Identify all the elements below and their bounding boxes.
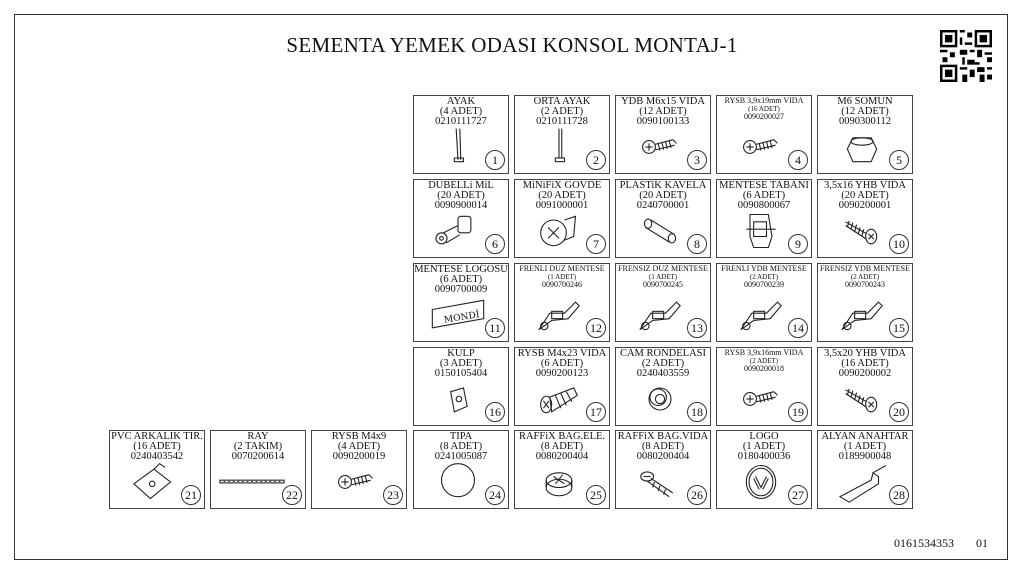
part-label xyxy=(616,97,710,127)
svg-text:MONDİ: MONDİ xyxy=(443,309,481,326)
part-quantity: (8 ADET) xyxy=(439,442,483,452)
part-name: RAFFiX BAG.ELE. xyxy=(518,432,606,442)
part-code: 0090300112 xyxy=(838,117,892,127)
hinge-icon xyxy=(529,293,589,337)
washer-icon xyxy=(630,377,690,421)
part-cell xyxy=(413,179,509,258)
part-number-badge: 4 xyxy=(788,150,808,170)
leg-icon xyxy=(428,125,488,169)
part-cell xyxy=(413,347,509,426)
part-number-badge: 7 xyxy=(586,234,606,254)
part-number-badge: 23 xyxy=(383,485,403,505)
part-quantity: (16 ADET) xyxy=(133,442,181,452)
part-label xyxy=(414,97,508,127)
part-cell xyxy=(514,430,610,509)
part-name: ALYAN ANAHTAR xyxy=(821,432,909,442)
part-name: 3,5x20 YHB VIDA xyxy=(824,349,906,359)
part-label xyxy=(414,181,508,211)
part-label xyxy=(414,265,508,295)
part-name: FRENLI DÜZ MENTESE xyxy=(519,265,605,273)
qr-code-icon xyxy=(940,30,992,82)
back-panel-clip-icon xyxy=(124,460,184,504)
part-quantity: (3 ADET) xyxy=(439,359,483,369)
part-number-badge: 6 xyxy=(485,234,505,254)
page-number: 01 xyxy=(976,536,988,550)
part-number-badge: 14 xyxy=(788,318,808,338)
part-cell xyxy=(514,263,610,342)
part-label xyxy=(414,349,508,379)
minifix-icon xyxy=(529,209,589,253)
cap-icon xyxy=(428,460,488,504)
part-cell xyxy=(817,95,913,174)
part-number-badge: 13 xyxy=(687,318,707,338)
part-cell xyxy=(817,179,913,258)
part-code: 0080200404 xyxy=(535,452,589,462)
raffix-icon xyxy=(529,460,589,504)
part-quantity: (20 ADET) xyxy=(841,191,889,201)
part-label xyxy=(616,181,710,211)
part-label xyxy=(818,97,912,127)
part-cell xyxy=(514,347,610,426)
knob-icon xyxy=(428,377,488,421)
part-code: 0080200404 xyxy=(636,452,690,462)
part-number-badge: 12 xyxy=(586,318,606,338)
part-name: PVC ARKALIK TIR. xyxy=(111,432,203,442)
part-cell xyxy=(716,347,812,426)
part-cell xyxy=(615,263,711,342)
part-name: FRENLI YDB MENTESE xyxy=(721,265,807,273)
part-quantity: (20 ADET) xyxy=(639,191,687,201)
part-code: 0090700246 xyxy=(542,281,582,289)
part-name: ORTA AYAK xyxy=(533,97,591,107)
part-code: 0150105404 xyxy=(434,369,488,379)
part-name: AYAK xyxy=(446,97,476,107)
part-quantity: (2 ADET) xyxy=(540,107,584,117)
part-name: RYSB M4x9 xyxy=(331,432,387,442)
part-code: 0090700243 xyxy=(845,281,885,289)
part-number-badge: 25 xyxy=(586,485,606,505)
part-name: MiNiFiX GÖVDE xyxy=(522,181,602,191)
part-name: RAY xyxy=(247,432,269,442)
part-code: 0241005087 xyxy=(434,452,488,462)
part-label xyxy=(818,265,912,289)
part-cell xyxy=(716,263,812,342)
part-quantity: (6 ADET) xyxy=(742,191,786,201)
part-code: 0090200002 xyxy=(838,369,892,379)
part-code: 0090900014 xyxy=(434,201,488,211)
dowel-icon xyxy=(630,209,690,253)
part-number-badge: 5 xyxy=(889,150,909,170)
part-number-badge: 20 xyxy=(889,402,909,422)
part-quantity: (20 ADET) xyxy=(437,191,485,201)
part-name: RYSB 3,9x16mm VIDA xyxy=(724,349,804,357)
part-number-badge: 24 xyxy=(485,485,505,505)
middle-leg-icon xyxy=(529,125,589,169)
part-cell xyxy=(413,263,509,342)
part-name: DÜBELLi MiL xyxy=(428,181,494,191)
part-label xyxy=(717,265,811,289)
wood-screw-icon xyxy=(832,209,892,253)
part-label xyxy=(312,432,406,462)
part-number-badge: 15 xyxy=(889,318,909,338)
part-quantity: (2 ADET) xyxy=(850,273,880,281)
part-label xyxy=(818,349,912,379)
part-code: 0210111727 xyxy=(435,117,487,127)
part-cell xyxy=(413,95,509,174)
part-name: YDB M6x15 VIDA xyxy=(621,97,705,107)
part-name: CAM RONDELASI xyxy=(619,349,707,359)
part-label xyxy=(515,265,609,289)
dowel-pin-icon xyxy=(428,209,488,253)
part-number-badge: 11 xyxy=(485,318,505,338)
part-cell xyxy=(817,347,913,426)
part-label xyxy=(414,432,508,462)
bolt-icon xyxy=(529,377,589,421)
part-quantity: (2 ADET) xyxy=(749,357,779,365)
part-cell xyxy=(615,430,711,509)
part-quantity: (8 ADET) xyxy=(540,442,584,452)
part-quantity: (8 ADET) xyxy=(641,442,685,452)
allen-key-icon xyxy=(832,460,892,504)
part-name: TIPA xyxy=(449,432,473,442)
part-cell xyxy=(514,95,610,174)
part-code: 0090200018 xyxy=(744,365,784,373)
part-number-badge: 8 xyxy=(687,234,707,254)
part-quantity: (1 ADET) xyxy=(742,442,786,452)
part-cell xyxy=(817,430,913,509)
part-name: KULP xyxy=(447,349,475,359)
part-code: 0180400036 xyxy=(737,452,791,462)
part-code: 0240403559 xyxy=(636,369,690,379)
part-name: FRENSIZ YDB MENTESE xyxy=(820,265,910,273)
part-label xyxy=(515,97,609,127)
hinge-base-icon xyxy=(731,209,791,253)
part-label xyxy=(717,432,811,462)
page-title: SEMENTA YEMEK ODASI KONSOL MONTAJ-1 xyxy=(286,33,738,57)
part-code: 0070200614 xyxy=(231,452,285,462)
part-code: 0090800067 xyxy=(737,201,791,211)
wood-screw-icon xyxy=(832,377,892,421)
part-quantity: (1 ADET) xyxy=(547,273,577,281)
document-code: 0161534353 xyxy=(894,536,954,550)
part-cell xyxy=(514,179,610,258)
part-code: 0090200001 xyxy=(838,201,892,211)
hinge-logo-icon xyxy=(428,293,488,337)
part-quantity: (4 ADET) xyxy=(337,442,381,452)
part-code: 0090200027 xyxy=(744,113,784,121)
part-label xyxy=(717,181,811,211)
part-code: 0090200019 xyxy=(332,452,386,462)
part-name: RAFFiX BAG.VIDA xyxy=(617,432,709,442)
part-number-badge: 21 xyxy=(181,485,201,505)
part-label xyxy=(616,432,710,462)
part-name: FRENSIZ DÜZ MENTESE xyxy=(618,265,708,273)
part-quantity: (2 ADET) xyxy=(641,359,685,369)
part-label xyxy=(110,432,204,462)
screw-icon xyxy=(731,377,791,421)
part-number-badge: 16 xyxy=(485,402,505,422)
part-code: 0090200123 xyxy=(535,369,589,379)
part-quantity: (20 ADET) xyxy=(538,191,586,201)
screw-icon xyxy=(630,125,690,169)
screw-icon xyxy=(326,460,386,504)
part-number-badge: 2 xyxy=(586,150,606,170)
part-quantity: (2 ADET) xyxy=(749,273,779,281)
rail-icon xyxy=(215,460,289,504)
part-label xyxy=(515,432,609,462)
screw-icon xyxy=(731,125,791,169)
part-label xyxy=(818,432,912,462)
part-quantity: (12 ADET) xyxy=(639,107,687,117)
part-label xyxy=(211,432,305,462)
part-name: LOGO xyxy=(749,432,779,442)
part-cell xyxy=(716,95,812,174)
part-cell xyxy=(716,179,812,258)
part-code: 0090700239 xyxy=(744,281,784,289)
part-quantity: (4 ADET) xyxy=(439,107,483,117)
part-name: M6 SOMUN xyxy=(837,97,893,107)
part-cell xyxy=(109,430,205,509)
logo-icon xyxy=(731,460,791,504)
part-quantity: (1 ADET) xyxy=(648,273,678,281)
part-number-badge: 27 xyxy=(788,485,808,505)
part-quantity: (16 ADET) xyxy=(841,359,889,369)
part-cell xyxy=(311,430,407,509)
part-code: 0090100133 xyxy=(636,117,690,127)
part-quantity: (16 ADET) xyxy=(748,105,780,113)
part-name: 3,5x16 YHB VIDA xyxy=(824,181,906,191)
part-code: 0091000001 xyxy=(535,201,589,211)
part-quantity: (2 TAKIM) xyxy=(233,442,283,452)
part-name: RYSB M4x23 VIDA xyxy=(517,349,607,359)
part-cell xyxy=(210,430,306,509)
hinge-icon xyxy=(832,293,892,337)
part-number-badge: 9 xyxy=(788,234,808,254)
part-number-badge: 19 xyxy=(788,402,808,422)
part-code: 0090700245 xyxy=(643,281,683,289)
part-cell xyxy=(615,347,711,426)
part-code: 0240700001 xyxy=(636,201,690,211)
part-name: RYSB 3,9x19mm VIDA xyxy=(724,97,804,105)
part-number-badge: 10 xyxy=(889,234,909,254)
part-quantity: (6 ADET) xyxy=(439,275,483,285)
part-label xyxy=(616,349,710,379)
part-code: 0090700009 xyxy=(434,285,488,295)
part-number-badge: 28 xyxy=(889,485,909,505)
part-label xyxy=(717,349,811,373)
part-number-badge: 26 xyxy=(687,485,707,505)
hinge-icon xyxy=(630,293,690,337)
part-name: MENTESE TABANI xyxy=(719,181,809,191)
part-number-badge: 1 xyxy=(485,150,505,170)
part-number-badge: 17 xyxy=(586,402,606,422)
part-quantity: (1 ADET) xyxy=(843,442,887,452)
part-code: 0240403542 xyxy=(130,452,184,462)
part-name: MENTESE LOGOSU xyxy=(414,265,508,275)
part-name: PLASTiK KAVELA xyxy=(619,181,707,191)
hinge-icon xyxy=(731,293,791,337)
part-cell xyxy=(615,179,711,258)
part-cell xyxy=(716,430,812,509)
part-label xyxy=(515,181,609,211)
part-number-badge: 22 xyxy=(282,485,302,505)
part-quantity: (6 ADET) xyxy=(540,359,584,369)
part-code: 0210111728 xyxy=(536,117,588,127)
part-cell xyxy=(817,263,913,342)
part-label xyxy=(717,97,811,121)
part-label xyxy=(616,265,710,289)
part-label xyxy=(515,349,609,379)
part-quantity: (12 ADET) xyxy=(841,107,889,117)
part-cell xyxy=(413,430,509,509)
part-number-badge: 3 xyxy=(687,150,707,170)
part-label xyxy=(818,181,912,211)
part-cell xyxy=(615,95,711,174)
nut-icon xyxy=(832,125,892,169)
part-code: 0189900048 xyxy=(838,452,892,462)
part-number-badge: 18 xyxy=(687,402,707,422)
raffix-screw-icon xyxy=(630,460,690,504)
